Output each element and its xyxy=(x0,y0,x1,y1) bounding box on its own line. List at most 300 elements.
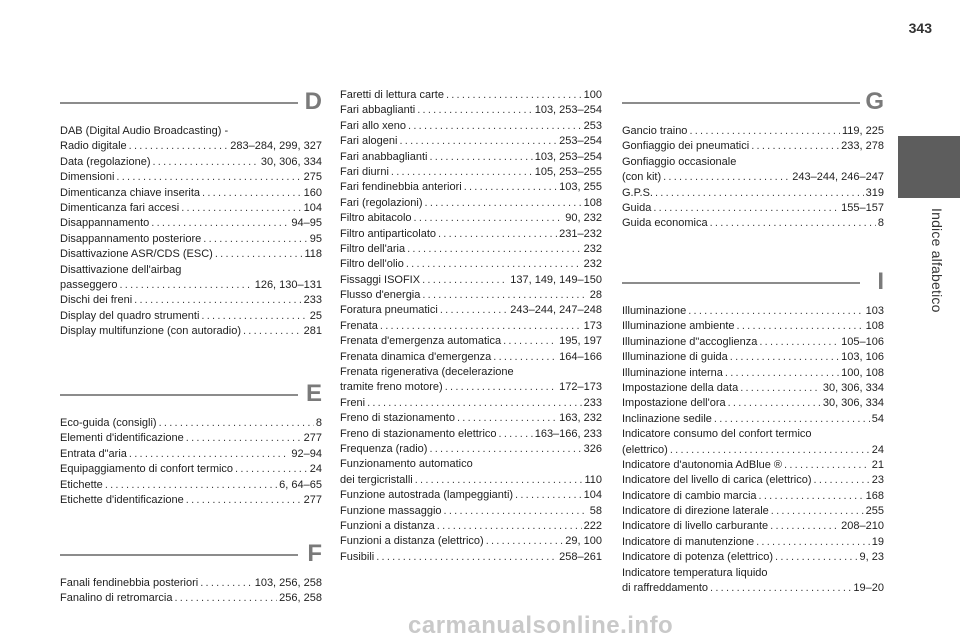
dot-leader xyxy=(438,227,557,242)
entry-term: Gonfiaggio occasionale xyxy=(622,155,737,168)
entry-term: Fari anabbaglianti xyxy=(340,150,428,163)
dot-leader xyxy=(134,293,302,308)
section-divider xyxy=(622,102,860,104)
dot-leader xyxy=(440,303,508,318)
entry-pages: 233 xyxy=(303,294,322,307)
entry-pages: 92–94 xyxy=(291,447,322,460)
index-entry xyxy=(60,591,322,606)
index-entry xyxy=(60,201,322,216)
entry-pages: 29, 100 xyxy=(565,535,602,548)
entry-pages: 277 xyxy=(303,432,322,445)
index-entry xyxy=(340,504,602,519)
section-divider xyxy=(60,394,298,396)
dot-leader xyxy=(725,366,839,381)
index-entry xyxy=(60,263,322,278)
entry-pages: 94–95 xyxy=(291,217,322,230)
entry-pages: 233, 278 xyxy=(841,140,884,153)
index-entry xyxy=(340,319,602,334)
index-entry xyxy=(622,124,884,139)
entry-term: Fanalino di retromarcia xyxy=(60,592,173,605)
index-entries xyxy=(340,88,602,565)
index-entry xyxy=(340,334,602,349)
entry-term: Elementi d'identificazione xyxy=(60,432,184,445)
entry-term: Funzione massaggio xyxy=(340,504,442,517)
index-entry xyxy=(60,247,322,262)
entry-term: Fusibili xyxy=(340,550,375,563)
entry-pages: 326 xyxy=(583,442,602,455)
entry-pages: 168 xyxy=(865,489,884,502)
entry-pages: 160 xyxy=(303,186,322,199)
dot-leader xyxy=(376,550,557,565)
index-entries xyxy=(60,576,322,607)
entry-pages: 243–244, 246–247 xyxy=(792,171,884,184)
index-entries xyxy=(622,304,884,596)
entry-term: Freno di stazionamento xyxy=(340,412,455,425)
entry-pages: 104 xyxy=(303,201,322,214)
entry-pages: 103, 253–254 xyxy=(534,150,602,163)
dot-leader xyxy=(417,103,532,118)
entry-pages: 103, 253–254 xyxy=(534,104,602,117)
entry-term: Fari fendinebbia anteriori xyxy=(340,181,462,194)
entry-term: Fanali fendinebbia posteriori xyxy=(60,577,199,589)
index-entry xyxy=(340,534,602,549)
index-entry xyxy=(622,396,884,411)
index-entry xyxy=(622,581,884,596)
entry-pages: 163, 232 xyxy=(559,412,602,425)
index-entry xyxy=(60,431,322,446)
index-entry xyxy=(622,155,884,170)
entry-pages: 232 xyxy=(583,258,602,271)
entry-pages: 103, 255 xyxy=(559,181,602,194)
dot-leader xyxy=(186,493,302,508)
dot-leader xyxy=(201,309,307,324)
entry-term: Freno di stazionamento elettrico xyxy=(340,427,497,440)
entry-term: Frenata xyxy=(340,319,378,332)
entry-term: Illuminazione interna xyxy=(622,366,723,379)
index-entry xyxy=(340,119,602,134)
dot-leader xyxy=(663,170,790,185)
entry-term: Illuminazione d"accoglienza xyxy=(622,335,758,348)
dot-leader xyxy=(710,581,851,596)
entry-pages: 208–210 xyxy=(841,520,884,533)
entry-pages: 105, 253–255 xyxy=(534,165,602,178)
entry-term: dei tergicristalli xyxy=(340,473,413,486)
index-entry xyxy=(340,350,602,365)
dot-leader xyxy=(153,155,259,170)
index-entry xyxy=(622,366,884,381)
entry-term: Frenata rigenerativa (decelerazione xyxy=(340,366,514,379)
entry-pages: 58 xyxy=(589,504,602,517)
dot-leader xyxy=(493,350,557,365)
entry-term: di raffreddamento xyxy=(622,582,709,595)
entry-term: Illuminazione di guida xyxy=(622,351,728,364)
index-entry xyxy=(60,493,322,508)
entry-pages: 100 xyxy=(583,89,602,101)
index-entry xyxy=(622,319,884,334)
section-letter: I xyxy=(877,268,884,295)
entry-term: Fari alogeni xyxy=(340,135,398,148)
entry-pages: 137, 149, 149–150 xyxy=(510,273,602,286)
index-entry xyxy=(340,442,602,457)
entry-term: Disattivazione ASR/CDS (ESC) xyxy=(60,248,213,261)
index-entry xyxy=(340,396,602,411)
entry-term: Fari allo xeno xyxy=(340,119,407,132)
section-header xyxy=(60,88,322,124)
dot-leader xyxy=(105,478,277,493)
dot-leader xyxy=(215,247,303,262)
index-entry xyxy=(622,566,884,581)
dot-leader xyxy=(186,431,302,446)
entry-term: (elettrico) xyxy=(622,443,668,456)
entry-term: Foratura pneumatici xyxy=(340,304,438,317)
index-entry xyxy=(622,412,884,427)
section-d xyxy=(60,88,322,339)
entry-term: Gancio traino xyxy=(622,125,688,137)
entry-term: Fari abbaglianti xyxy=(340,104,416,117)
index-entry xyxy=(60,416,322,431)
entry-term: Radio digitale xyxy=(60,140,127,153)
dot-leader xyxy=(406,257,582,272)
dot-leader xyxy=(730,350,839,365)
entry-term: Indicatore di livello carburante xyxy=(622,520,769,533)
entry-pages: 119, 225 xyxy=(841,125,884,137)
index-entry xyxy=(340,273,602,288)
entry-pages: 232 xyxy=(583,242,602,255)
dot-leader xyxy=(515,488,582,503)
dot-leader xyxy=(200,576,253,591)
index-entry xyxy=(622,535,884,550)
entry-pages: 195, 197 xyxy=(559,335,602,348)
entry-pages: 126, 130–131 xyxy=(254,278,322,291)
section-i xyxy=(622,268,884,596)
dot-leader xyxy=(429,442,581,457)
dot-leader xyxy=(759,335,839,350)
entry-term: tramite freno motore) xyxy=(340,381,443,394)
entry-term: Dimensioni xyxy=(60,171,115,184)
dot-leader xyxy=(814,473,870,488)
dot-leader xyxy=(235,462,308,477)
dot-leader xyxy=(444,504,588,519)
entry-pages: 243–244, 247–248 xyxy=(510,304,602,317)
entry-pages: 19–20 xyxy=(853,582,884,595)
entry-pages: 258–261 xyxy=(559,550,602,563)
entry-pages: 253–254 xyxy=(559,135,602,148)
index-entries xyxy=(60,416,322,508)
dot-leader xyxy=(407,242,582,257)
index-entry xyxy=(622,139,884,154)
entry-pages: 28 xyxy=(589,289,602,302)
entry-pages: 173 xyxy=(583,319,602,332)
dot-leader xyxy=(399,134,557,149)
entry-pages: 255 xyxy=(865,505,884,518)
dot-leader xyxy=(751,139,839,154)
entry-term: Indicatore di cambio marcia xyxy=(622,489,757,502)
dot-leader xyxy=(129,447,290,462)
entry-pages: 103 xyxy=(865,305,884,317)
section-f-continued xyxy=(340,88,602,565)
dot-leader xyxy=(422,273,508,288)
index-entry xyxy=(340,103,602,118)
entry-term: Gonfiaggio dei pneumatici xyxy=(622,140,750,153)
entry-pages: 104 xyxy=(583,489,602,502)
index-entry xyxy=(340,427,602,442)
section-header xyxy=(622,268,884,304)
entry-term: Indicatore d'autonomia AdBlue ® xyxy=(622,458,783,471)
dot-leader xyxy=(116,170,301,185)
index-entry xyxy=(340,227,602,242)
index-entry xyxy=(60,186,322,201)
index-entry xyxy=(340,457,602,472)
dot-leader xyxy=(446,88,582,103)
section-letter: G xyxy=(865,88,884,115)
entry-term: Filtro dell'olio xyxy=(340,258,404,271)
index-entry xyxy=(60,278,322,293)
entry-term: Equipaggiamento di confort termico xyxy=(60,463,234,476)
entry-pages: 281 xyxy=(303,325,322,338)
entry-pages: 9, 23 xyxy=(859,551,884,564)
entry-term: Guida economica xyxy=(622,217,708,230)
entry-pages: 105–106 xyxy=(841,335,884,348)
section-divider xyxy=(622,282,860,284)
entry-term: Filtro abitacolo xyxy=(340,212,412,225)
entry-term: Indicatore temperatura liquido xyxy=(622,566,768,579)
dot-leader xyxy=(457,411,557,426)
entry-pages: 275 xyxy=(303,171,322,184)
entry-term: G.P.S. xyxy=(622,186,653,199)
index-entry xyxy=(340,257,602,272)
entry-term: Dimenticanza fari accesi xyxy=(60,201,180,214)
entry-term: Display del quadro strumenti xyxy=(60,309,200,322)
index-entry xyxy=(340,165,602,180)
entry-term: Funzioni a distanza xyxy=(340,519,435,532)
index-entry xyxy=(60,139,322,154)
entry-pages: 23 xyxy=(871,474,884,487)
entry-term: Display multifunzione (con autoradio) xyxy=(60,325,241,338)
dot-leader xyxy=(414,211,564,226)
entry-pages: 283–284, 299, 327 xyxy=(230,140,322,153)
entry-pages: 163–166, 233 xyxy=(534,427,602,440)
index-entry xyxy=(622,504,884,519)
entry-term: Indicatore di direzione laterale xyxy=(622,505,769,518)
dot-leader xyxy=(710,216,876,231)
dot-leader xyxy=(129,139,229,154)
entry-pages: 25 xyxy=(309,309,322,322)
index-entry xyxy=(622,458,884,473)
entry-pages: 30, 306, 334 xyxy=(260,155,322,168)
entry-term: Faretti di lettura carte xyxy=(340,89,444,101)
index-entry xyxy=(622,550,884,565)
chapter-tab xyxy=(898,136,960,198)
dot-leader xyxy=(499,427,533,442)
entry-term: Dimenticanza chiave inserita xyxy=(60,186,201,199)
index-entry xyxy=(622,427,884,442)
entry-pages: 90, 232 xyxy=(565,212,602,225)
entry-pages: 30, 306, 334 xyxy=(822,381,884,394)
section-header xyxy=(60,540,322,576)
entry-term: Data (regolazione) xyxy=(60,155,151,168)
index-entry xyxy=(340,380,602,395)
dot-leader xyxy=(714,412,870,427)
entry-pages: 8 xyxy=(877,217,884,230)
index-entry xyxy=(340,196,602,211)
dot-leader xyxy=(429,150,532,165)
section-divider xyxy=(60,554,298,556)
dot-leader xyxy=(425,196,582,211)
entry-term: Flusso d'energia xyxy=(340,289,421,302)
index-entry xyxy=(622,170,884,185)
entry-term: Frenata dinamica d'emergenza xyxy=(340,350,492,363)
section-divider xyxy=(60,102,298,104)
entry-term: Funzioni a distanza (elettrico) xyxy=(340,535,484,548)
index-entry xyxy=(60,155,322,170)
page-number: 343 xyxy=(908,20,932,36)
index-entries xyxy=(622,124,884,232)
entry-pages: 103, 106 xyxy=(841,351,884,364)
index-entry xyxy=(622,350,884,365)
entry-term: Freni xyxy=(340,396,366,409)
dot-leader xyxy=(243,324,302,339)
dot-leader xyxy=(756,535,870,550)
entry-term: Indicatore del livello di carica (elettrico) xyxy=(622,474,812,487)
index-entry xyxy=(60,447,322,462)
index-entry xyxy=(622,335,884,350)
entry-term: Indicatore di manutenzione xyxy=(622,535,755,548)
index-entry xyxy=(60,324,322,339)
entry-pages: 222 xyxy=(583,519,602,532)
index-entry xyxy=(60,462,322,477)
index-entry xyxy=(340,88,602,103)
entry-pages: 103, 256, 258 xyxy=(254,577,322,589)
dot-leader xyxy=(367,396,582,411)
entry-pages: 95 xyxy=(309,232,322,245)
dot-leader xyxy=(422,288,587,303)
entry-term: Eco-guida (consigli) xyxy=(60,417,157,429)
entry-term: Impostazione della data xyxy=(622,381,739,394)
section-g xyxy=(622,88,884,232)
entry-pages: 19 xyxy=(871,535,884,548)
index-entry xyxy=(60,293,322,308)
entry-term: Fissaggi ISOFIX xyxy=(340,273,421,286)
index-entry xyxy=(60,309,322,324)
entry-pages: 8 xyxy=(315,417,322,429)
dot-leader xyxy=(203,232,307,247)
index-entry xyxy=(340,211,602,226)
entry-pages: 172–173 xyxy=(559,381,602,394)
index-entry xyxy=(622,304,884,319)
dot-leader xyxy=(653,201,839,216)
index-entry xyxy=(340,488,602,503)
section-header xyxy=(622,88,884,124)
dot-leader xyxy=(181,201,301,216)
index-entry xyxy=(340,519,602,534)
entry-term: Frenata d'emergenza automatica xyxy=(340,335,502,348)
entry-term: Indicatore consumo del confort termico xyxy=(622,428,812,441)
dot-leader xyxy=(688,304,863,319)
entry-pages: 164–166 xyxy=(559,350,602,363)
index-entry xyxy=(340,134,602,149)
index-entry xyxy=(622,443,884,458)
dot-leader xyxy=(415,473,583,488)
dot-leader xyxy=(771,504,864,519)
index-entry xyxy=(622,519,884,534)
dot-leader xyxy=(740,381,821,396)
entry-pages: 155–157 xyxy=(841,201,884,214)
dot-leader xyxy=(159,416,314,431)
dot-leader xyxy=(202,186,302,201)
entry-term: Illuminazione ambiente xyxy=(622,320,735,333)
section-letter: F xyxy=(307,540,322,567)
dot-leader xyxy=(737,319,864,334)
section-header xyxy=(60,380,322,416)
entry-pages: 21 xyxy=(871,458,884,471)
dot-leader xyxy=(151,216,289,231)
section-letter: E xyxy=(305,380,322,407)
entry-term: Etichette d'identificazione xyxy=(60,493,184,506)
index-entry xyxy=(60,170,322,185)
dot-leader xyxy=(486,534,564,549)
entry-term: Guida xyxy=(622,201,652,214)
index-entry xyxy=(60,232,322,247)
dot-leader xyxy=(445,380,557,395)
index-entry xyxy=(340,550,602,565)
dot-leader xyxy=(759,489,864,504)
entry-pages: 256, 258 xyxy=(279,592,322,605)
entry-pages: 233 xyxy=(583,396,602,409)
entry-term: Disappannamento xyxy=(60,217,150,230)
dot-leader xyxy=(464,180,557,195)
index-entry xyxy=(340,411,602,426)
entry-pages: 253 xyxy=(583,119,602,132)
entry-pages: 108 xyxy=(583,196,602,209)
section-e xyxy=(60,380,322,508)
chapter-label: Indice alfabetico xyxy=(929,208,945,313)
entry-term: (con kit) xyxy=(622,171,662,184)
entry-term: Fari diurni xyxy=(340,165,389,178)
entry-term: Etichette xyxy=(60,478,103,491)
index-entry xyxy=(622,473,884,488)
index-entry xyxy=(340,365,602,380)
entry-pages: 6, 64–65 xyxy=(279,478,322,491)
index-entry xyxy=(340,180,602,195)
entry-pages: 108 xyxy=(865,320,884,333)
entry-term: Inclinazione sedile xyxy=(622,412,712,425)
dot-leader xyxy=(655,186,864,201)
dot-leader xyxy=(503,334,557,349)
index-entry xyxy=(340,303,602,318)
dot-leader xyxy=(380,319,582,334)
index-entry xyxy=(60,576,322,591)
entry-term: passeggero xyxy=(60,278,118,291)
index-entry xyxy=(340,242,602,257)
entry-pages: 118 xyxy=(304,248,322,261)
dot-leader xyxy=(775,550,858,565)
index-entry xyxy=(340,288,602,303)
index-entry xyxy=(60,124,322,139)
entry-term: Indicatore di potenza (elettrico) xyxy=(622,551,774,564)
entry-term: Impostazione dell'ora xyxy=(622,397,726,410)
dot-leader xyxy=(689,124,840,139)
entry-term: Entrata d"aria xyxy=(60,447,127,460)
entry-pages: 100, 108 xyxy=(841,366,884,379)
entry-term: Dischi dei freni xyxy=(60,294,133,307)
dot-leader xyxy=(770,519,839,534)
entry-pages: 110 xyxy=(584,473,602,486)
index-entry xyxy=(340,150,602,165)
entry-term: Frequenza (radio) xyxy=(340,442,428,455)
entry-pages: 231–232 xyxy=(559,227,602,240)
dot-leader xyxy=(175,591,278,606)
entry-term: Disattivazione dell'airbag xyxy=(60,263,182,276)
